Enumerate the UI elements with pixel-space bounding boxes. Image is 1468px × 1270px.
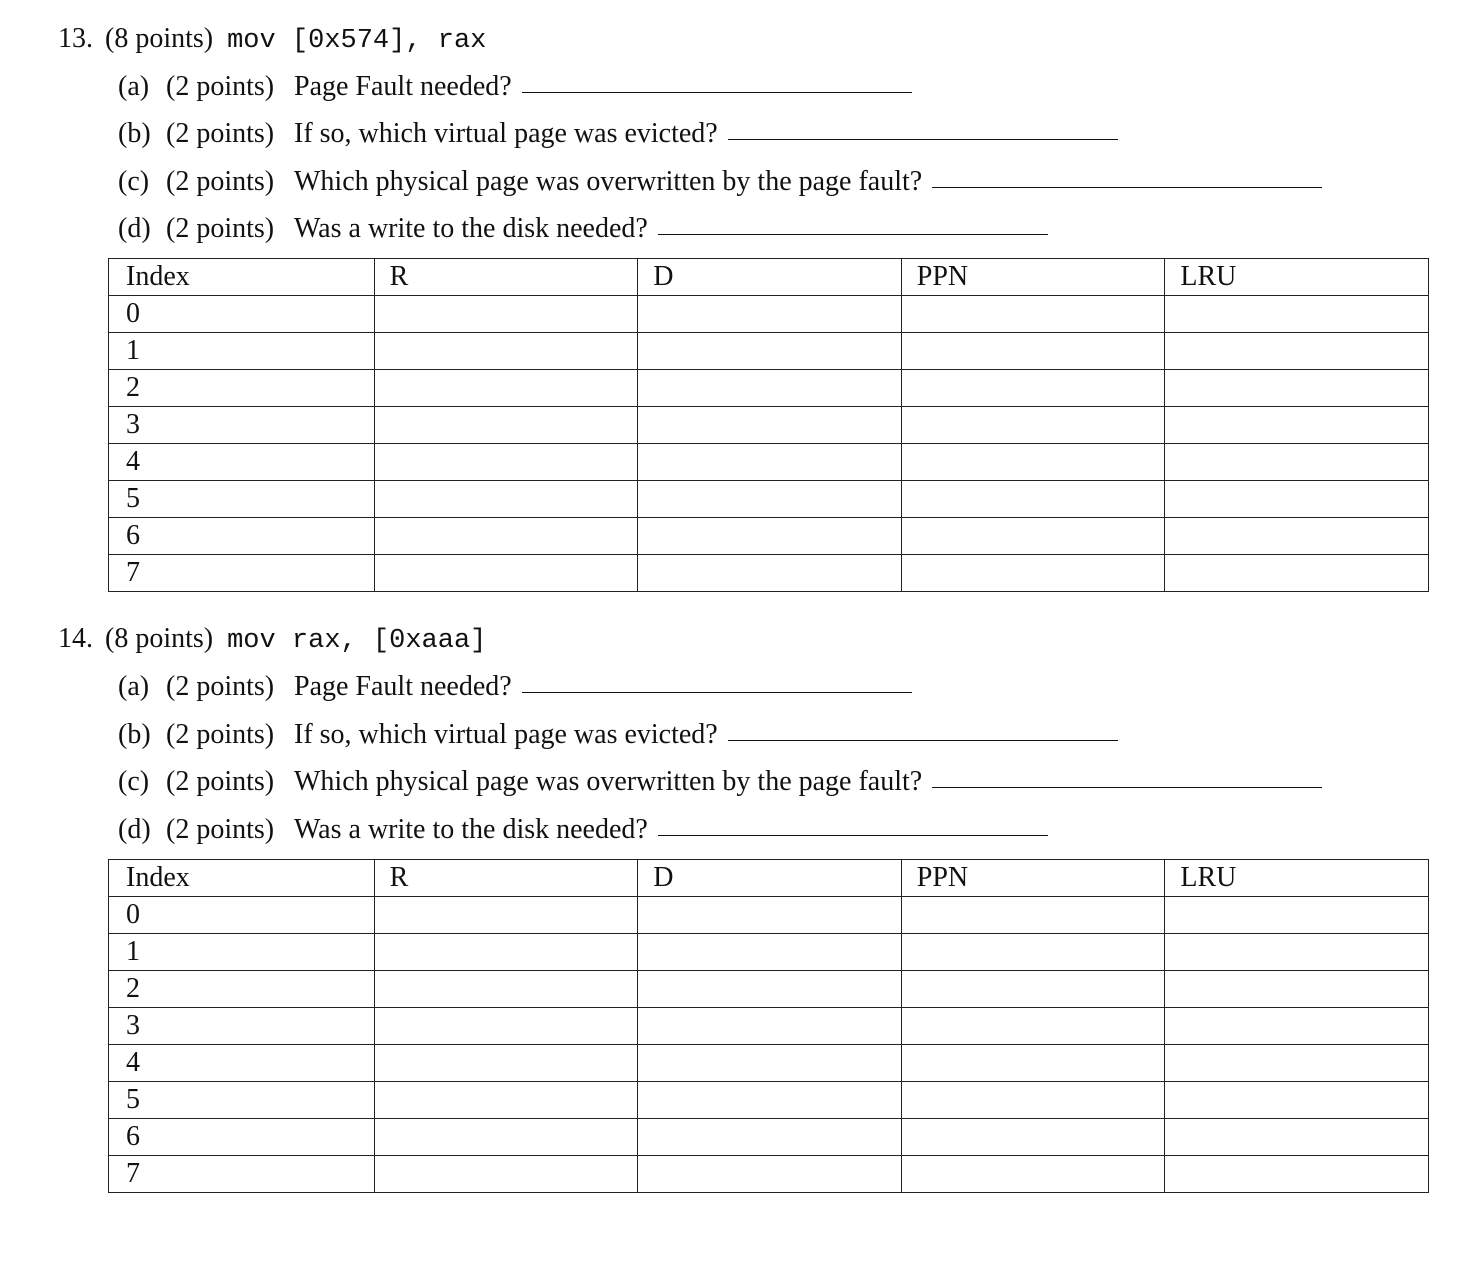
cell-lru[interactable] [1165, 1045, 1429, 1082]
part-text: Page Fault needed? [294, 71, 512, 102]
cell-ppn[interactable] [901, 1119, 1165, 1156]
cell-lru[interactable] [1165, 333, 1429, 370]
cell-lru[interactable] [1165, 518, 1429, 555]
part-points: (2 points) [166, 719, 275, 750]
cell-d[interactable] [638, 934, 902, 971]
cell-r[interactable] [374, 518, 638, 555]
part-d [118, 210, 1048, 248]
part-c [118, 763, 1322, 801]
header-ppn: PPN [901, 860, 1165, 897]
cell-ppn[interactable] [901, 934, 1165, 971]
row-index: 5 [109, 481, 375, 518]
cell-r[interactable] [374, 444, 638, 481]
header-lru: LRU [1165, 860, 1429, 897]
cell-r[interactable] [374, 296, 638, 333]
question-points: (8 points) [105, 23, 214, 54]
part-b [118, 716, 1118, 754]
part-text: Which physical page was overwritten by the page fault? [294, 766, 923, 797]
cell-d[interactable] [638, 897, 902, 934]
cell-d[interactable] [638, 444, 902, 481]
table-row [109, 444, 1429, 481]
header-r: R [374, 259, 638, 296]
table-row [109, 897, 1429, 934]
cell-lru[interactable] [1165, 1119, 1429, 1156]
cell-d[interactable] [638, 481, 902, 518]
cell-lru[interactable] [1165, 444, 1429, 481]
cell-r[interactable] [374, 481, 638, 518]
part-points: (2 points) [166, 671, 275, 702]
cell-ppn[interactable] [901, 555, 1165, 592]
cell-lru[interactable] [1165, 481, 1429, 518]
cell-d[interactable] [638, 407, 902, 444]
cell-lru[interactable] [1165, 370, 1429, 407]
cell-lru[interactable] [1165, 407, 1429, 444]
table-header-row [109, 860, 1429, 897]
part-letter: (d) [118, 814, 151, 845]
cell-ppn[interactable] [901, 407, 1165, 444]
answer-blank[interactable] [728, 139, 1118, 140]
header-d: D [638, 259, 902, 296]
cell-r[interactable] [374, 1156, 638, 1193]
table-row [109, 934, 1429, 971]
cell-r[interactable] [374, 333, 638, 370]
part-points: (2 points) [166, 118, 275, 149]
cell-d[interactable] [638, 333, 902, 370]
header-ppn: PPN [901, 259, 1165, 296]
cell-lru[interactable] [1165, 897, 1429, 934]
cell-lru[interactable] [1165, 1156, 1429, 1193]
cell-lru[interactable] [1165, 1082, 1429, 1119]
header-lru: LRU [1165, 259, 1429, 296]
part-text: Page Fault needed? [294, 671, 512, 702]
part-letter: (d) [118, 213, 151, 244]
cell-d[interactable] [638, 555, 902, 592]
part-d [118, 811, 1048, 849]
answer-blank[interactable] [658, 234, 1048, 235]
header-index: Index [109, 860, 375, 897]
question-header [58, 20, 486, 60]
cell-r[interactable] [374, 934, 638, 971]
page-table [108, 258, 1429, 592]
row-index: 3 [109, 1008, 375, 1045]
question-instruction: mov rax, [0xaaa] [227, 626, 487, 656]
row-index: 1 [109, 333, 375, 370]
cell-d[interactable] [638, 518, 902, 555]
part-b [118, 115, 1118, 153]
cell-r[interactable] [374, 1008, 638, 1045]
row-index: 4 [109, 1045, 375, 1082]
table-header-row [109, 259, 1429, 296]
table-row [109, 370, 1429, 407]
cell-r[interactable] [374, 897, 638, 934]
cell-d[interactable] [638, 1119, 902, 1156]
cell-r[interactable] [374, 1045, 638, 1082]
cell-d[interactable] [638, 1008, 902, 1045]
cell-r[interactable] [374, 1082, 638, 1119]
part-points: (2 points) [166, 766, 275, 797]
answer-blank[interactable] [658, 835, 1048, 836]
cell-lru[interactable] [1165, 555, 1429, 592]
cell-r[interactable] [374, 971, 638, 1008]
table-row [109, 1008, 1429, 1045]
cell-d[interactable] [638, 296, 902, 333]
cell-d[interactable] [638, 1156, 902, 1193]
cell-lru[interactable] [1165, 971, 1429, 1008]
table-row [109, 1045, 1429, 1082]
row-index: 2 [109, 370, 375, 407]
table-row [109, 481, 1429, 518]
part-letter: (b) [118, 719, 151, 750]
table-row [109, 333, 1429, 370]
header-r: R [374, 860, 638, 897]
row-index: 7 [109, 555, 375, 592]
cell-ppn[interactable] [901, 333, 1165, 370]
cell-ppn[interactable] [901, 370, 1165, 407]
part-a [118, 68, 912, 106]
cell-r[interactable] [374, 1119, 638, 1156]
question-instruction: mov [0x574], rax [227, 26, 487, 56]
cell-d[interactable] [638, 1045, 902, 1082]
cell-lru[interactable] [1165, 934, 1429, 971]
cell-d[interactable] [638, 1082, 902, 1119]
table-row [109, 1156, 1429, 1193]
table-row [109, 1082, 1429, 1119]
page-table [108, 859, 1429, 1193]
cell-ppn[interactable] [901, 481, 1165, 518]
cell-d[interactable] [638, 971, 902, 1008]
row-index: 7 [109, 1156, 375, 1193]
cell-r[interactable] [374, 407, 638, 444]
table-row [109, 1119, 1429, 1156]
part-text: Was a write to the disk needed? [294, 213, 648, 244]
table-row [109, 296, 1429, 333]
row-index: 2 [109, 971, 375, 1008]
row-index: 4 [109, 444, 375, 481]
answer-blank[interactable] [728, 740, 1118, 741]
row-index: 6 [109, 518, 375, 555]
row-index: 0 [109, 296, 375, 333]
part-points: (2 points) [166, 166, 275, 197]
part-points: (2 points) [166, 71, 275, 102]
question-header [58, 620, 486, 660]
cell-ppn[interactable] [901, 971, 1165, 1008]
cell-lru[interactable] [1165, 296, 1429, 333]
part-letter: (a) [118, 671, 150, 702]
row-index: 5 [109, 1082, 375, 1119]
answer-blank[interactable] [932, 787, 1322, 788]
question-points: (8 points) [105, 623, 214, 654]
cell-ppn[interactable] [901, 1045, 1165, 1082]
part-text: If so, which virtual page was evicted? [294, 719, 718, 750]
cell-lru[interactable] [1165, 1008, 1429, 1045]
cell-ppn[interactable] [901, 1156, 1165, 1193]
part-text: Which physical page was overwritten by the page fault? [294, 166, 923, 197]
part-letter: (a) [118, 71, 150, 102]
table-row [109, 407, 1429, 444]
cell-ppn[interactable] [901, 518, 1165, 555]
cell-ppn[interactable] [901, 897, 1165, 934]
cell-ppn[interactable] [901, 296, 1165, 333]
answer-blank[interactable] [522, 692, 912, 693]
part-text: Was a write to the disk needed? [294, 814, 648, 845]
part-letter: (c) [118, 166, 150, 197]
row-index: 3 [109, 407, 375, 444]
cell-ppn[interactable] [901, 444, 1165, 481]
table-row [109, 555, 1429, 592]
part-a [118, 668, 912, 706]
part-letter: (c) [118, 766, 150, 797]
question-number: 13. [58, 23, 93, 54]
table-row [109, 971, 1429, 1008]
part-c [118, 163, 1322, 201]
part-points: (2 points) [166, 213, 275, 244]
row-index: 1 [109, 934, 375, 971]
header-index: Index [109, 259, 375, 296]
cell-ppn[interactable] [901, 1082, 1165, 1119]
table-row [109, 518, 1429, 555]
part-letter: (b) [118, 118, 151, 149]
cell-r[interactable] [374, 555, 638, 592]
question-number: 14. [58, 623, 93, 654]
cell-d[interactable] [638, 370, 902, 407]
part-text: If so, which virtual page was evicted? [294, 118, 718, 149]
cell-ppn[interactable] [901, 1008, 1165, 1045]
answer-blank[interactable] [522, 92, 912, 93]
answer-blank[interactable] [932, 187, 1322, 188]
row-index: 6 [109, 1119, 375, 1156]
header-d: D [638, 860, 902, 897]
row-index: 0 [109, 897, 375, 934]
cell-r[interactable] [374, 370, 638, 407]
part-points: (2 points) [166, 814, 275, 845]
